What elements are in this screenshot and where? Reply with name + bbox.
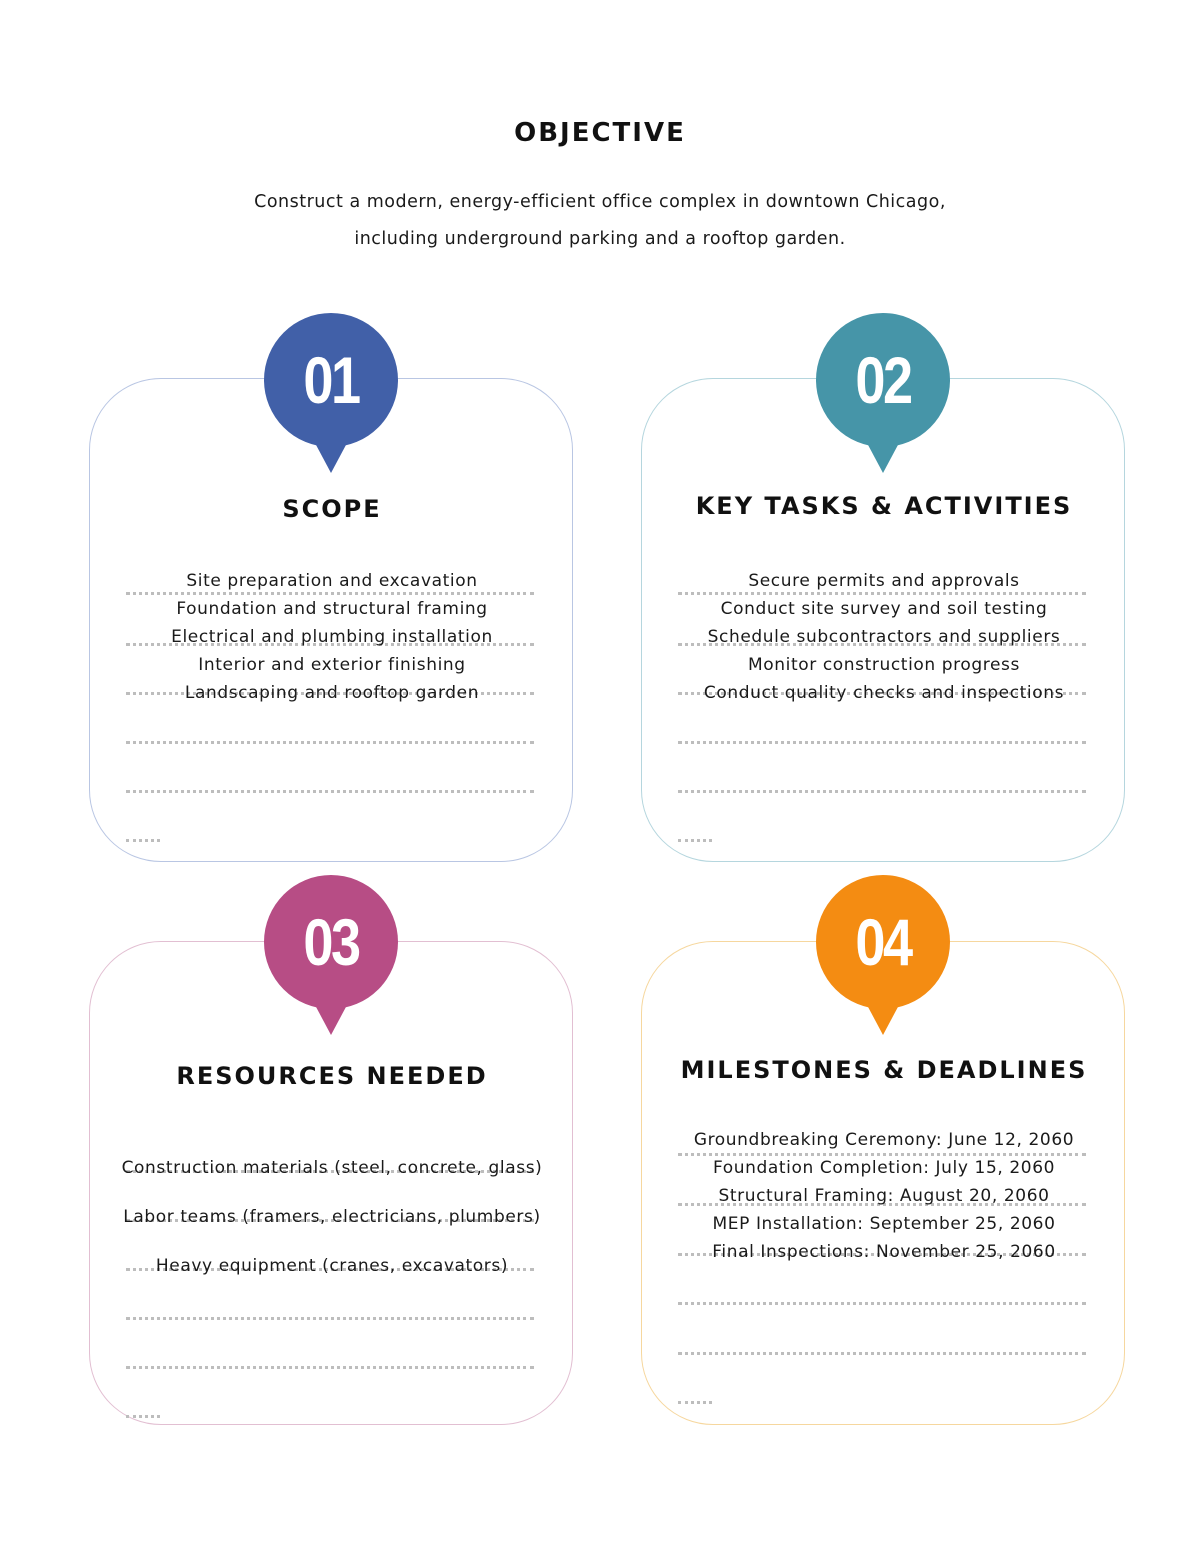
- dotted-line: [126, 1366, 534, 1369]
- list-item: Landscaping and rooftop garden: [184, 683, 480, 703]
- list-item: Structural Framing: August 20, 2060: [718, 1186, 1050, 1206]
- pin-04: [816, 875, 950, 1009]
- list-item: Site preparation and excavation: [186, 571, 478, 591]
- key-tasks-list: [642, 567, 1126, 707]
- pin-03: [264, 875, 398, 1009]
- dotted-line: [126, 790, 534, 793]
- list-item: MEP Installation: September 25, 2060: [712, 1214, 1056, 1234]
- list-item: Secure permits and approvals: [748, 571, 1020, 591]
- list-item: Groundbreaking Ceremony: June 12, 2060: [693, 1130, 1075, 1150]
- dotted-line: [126, 1415, 160, 1418]
- list-item: Foundation and structural framing: [176, 599, 488, 619]
- dotted-line: [678, 839, 712, 842]
- list-item: Final Inspections: November 25, 2060: [712, 1242, 1056, 1262]
- dotted-line: [126, 741, 534, 744]
- card-title-resources: RESOURCES NEEDED: [176, 1062, 488, 1090]
- card-title-scope: SCOPE: [282, 495, 382, 523]
- objective-line-1: Construct a modern, energy-efficient office complex in downtown Chicago,: [254, 192, 946, 212]
- dotted-line: [678, 790, 1086, 793]
- pin-number-04: 04: [855, 905, 911, 979]
- list-item: Monitor construction progress: [748, 655, 1020, 675]
- dotted-line: [678, 741, 1086, 744]
- pin-01: [264, 313, 398, 447]
- card-title-milestones: MILESTONES & DEADLINES: [680, 1056, 1088, 1084]
- list-item: Heavy equipment (cranes, excavators): [155, 1256, 509, 1276]
- list-item: Conduct site survey and soil testing: [720, 599, 1048, 619]
- objective-line-2: including underground parking and a rooftop garden.: [354, 229, 846, 249]
- dotted-line: [678, 1352, 1086, 1355]
- dotted-line: [126, 839, 160, 842]
- list-item: Conduct quality checks and inspections: [703, 683, 1065, 703]
- list-item: Construction materials (steel, concrete, glass): [121, 1158, 543, 1178]
- list-item: Foundation Completion: July 15, 2060: [712, 1158, 1056, 1178]
- resources-list: [90, 1144, 574, 1291]
- pin-02: [816, 313, 950, 447]
- dotted-line: [678, 1302, 1086, 1305]
- list-item: Interior and exterior finishing: [198, 655, 466, 675]
- objective-title: OBJECTIVE: [514, 118, 686, 148]
- list-item: Electrical and plumbing installation: [171, 627, 493, 647]
- objective-text: [200, 184, 1000, 258]
- list-item: Schedule subcontractors and suppliers: [707, 627, 1061, 647]
- dotted-line: [126, 1317, 534, 1320]
- dotted-line: [678, 1401, 712, 1404]
- pin-number-02: 02: [855, 343, 911, 417]
- pin-number-03: 03: [303, 905, 359, 979]
- milestones-list: [642, 1126, 1126, 1266]
- list-item: Labor teams (framers, electricians, plumbers): [123, 1207, 541, 1227]
- scope-list: [90, 567, 574, 707]
- pin-number-01: 01: [303, 343, 359, 417]
- card-title-key-tasks: KEY TASKS & ACTIVITIES: [695, 492, 1073, 520]
